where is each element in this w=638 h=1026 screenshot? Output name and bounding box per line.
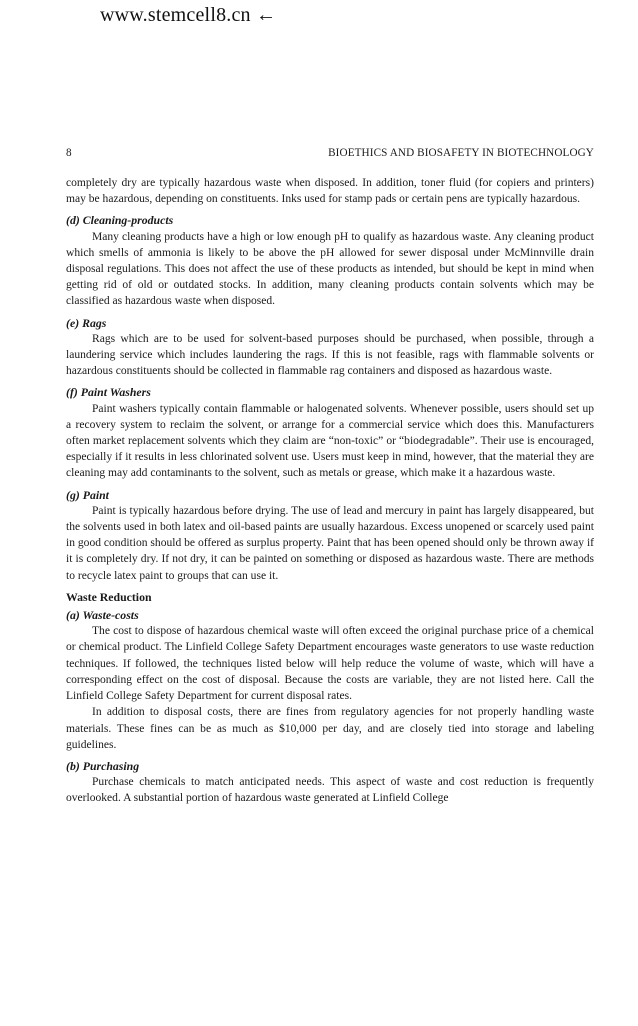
section-heading-waste-reduction: Waste Reduction (66, 589, 152, 604)
subsection-waste-costs (66, 607, 594, 753)
watermark-url[interactable]: www.stemcell8.cn ← (100, 4, 277, 26)
body-paragraph: In addition to disposal costs, there are fines from regulatory agencies for not properly handling waste materials. These fines can be as much as $10,000 per day, and are closely tied into storage and labeling guidelines. (66, 706, 594, 751)
body-paragraph: Paint is typically hazardous before drying. The use of lead and mercury in paint has largely disappeared, but the solvents used in both latex and oil-based paints are usually hazardous. Excess unopened or scarcely used paint in good condition should be offered as surplus property. Paint that has been opened should only be thrown away if it is completely dry. If not dry, it can be painted on something or disposed as hazardous waste. There are methods to recycle latex paint to groups that can use it. (66, 504, 594, 582)
body-paragraph: Paint washers typically contain flammable or halogenated solvents. Whenever possible, users should set up a recovery system to reclaim the solvent, or arrange for a commercial service which does this. Manufacturers often market replacement solvents which they claim are “non-toxic” or “biodegradable”. Their use is encouraged, especially if it results in less chlorinated solvent use. Users must keep in mind, however, that the material they are cleaning may add contaminants to the solvent, such as metals or grease, which make it a hazardous waste. (66, 402, 594, 480)
subsection-paint (66, 487, 594, 584)
subsection-heading: (g) Paint (66, 487, 109, 502)
subsection-heading: (a) Waste-costs (66, 608, 139, 623)
subsection-cleaning-products (66, 212, 594, 309)
subsection-rags (66, 315, 594, 380)
subsection-heading: (e) Rags (66, 315, 107, 330)
subsection-purchasing (66, 758, 594, 807)
intro-paragraph: completely dry are typically hazardous waste when disposed. In addition, toner fluid (for copiers and printers) may be hazardous, depending on constituents. Inks used for stamp pads or certain pens are typically hazardous. (66, 177, 594, 206)
subsection-heading: (f) Paint Washers (66, 385, 151, 400)
body-paragraph: The cost to dispose of hazardous chemical waste will often exceed the original purchase price of a chemical or chemical product. The Linfield College Safety Department encourages waste generators to use waste reduction techniques. If followed, the techniques listed below will help reduce the volume of waste, which will have a corresponding effect on the cost of disposal. Because the costs are variable, they are not listed here. Call the Linfield College Safety Department for current disposal rates. (66, 625, 594, 703)
body-paragraph: Rags which are to be used for solvent-based purposes should be purchased, when possible, through a laundering service which includes laundering the rags. If this is not feasible, rags with flammable solvents or hazardous constituents should be collected in flammable rag containers and disposed as hazardous waste. (66, 332, 594, 378)
page-body (66, 175, 594, 807)
body-paragraph: Many cleaning products have a high or low enough pH to qualify as hazardous waste. Any cleaning product which smells of ammonia is likely to be above the pH allowed for sewer disposal under McMinnville drain disposal regulations. This does not affect the use of these products as intended, but should be kept in mind when getting rid of old or outdated stocks. In addition, many cleaning products contain solvents which may be classified as hazardous waste when disposed. (66, 230, 594, 308)
subsection-heading: (b) Purchasing (66, 758, 140, 773)
book-title: BIOETHICS AND BIOSAFETY IN BIOTECHNOLOGY (328, 147, 594, 159)
subsection-paint-washers (66, 384, 594, 481)
page-number: 8 (66, 147, 72, 159)
running-header (66, 147, 594, 163)
body-paragraph: Purchase chemicals to match anticipated needs. This aspect of waste and cost reduction is frequently overlooked. A substantial portion of hazardous waste generated at Linfield College (66, 776, 594, 805)
subsection-heading: (d) Cleaning-products (66, 213, 174, 228)
